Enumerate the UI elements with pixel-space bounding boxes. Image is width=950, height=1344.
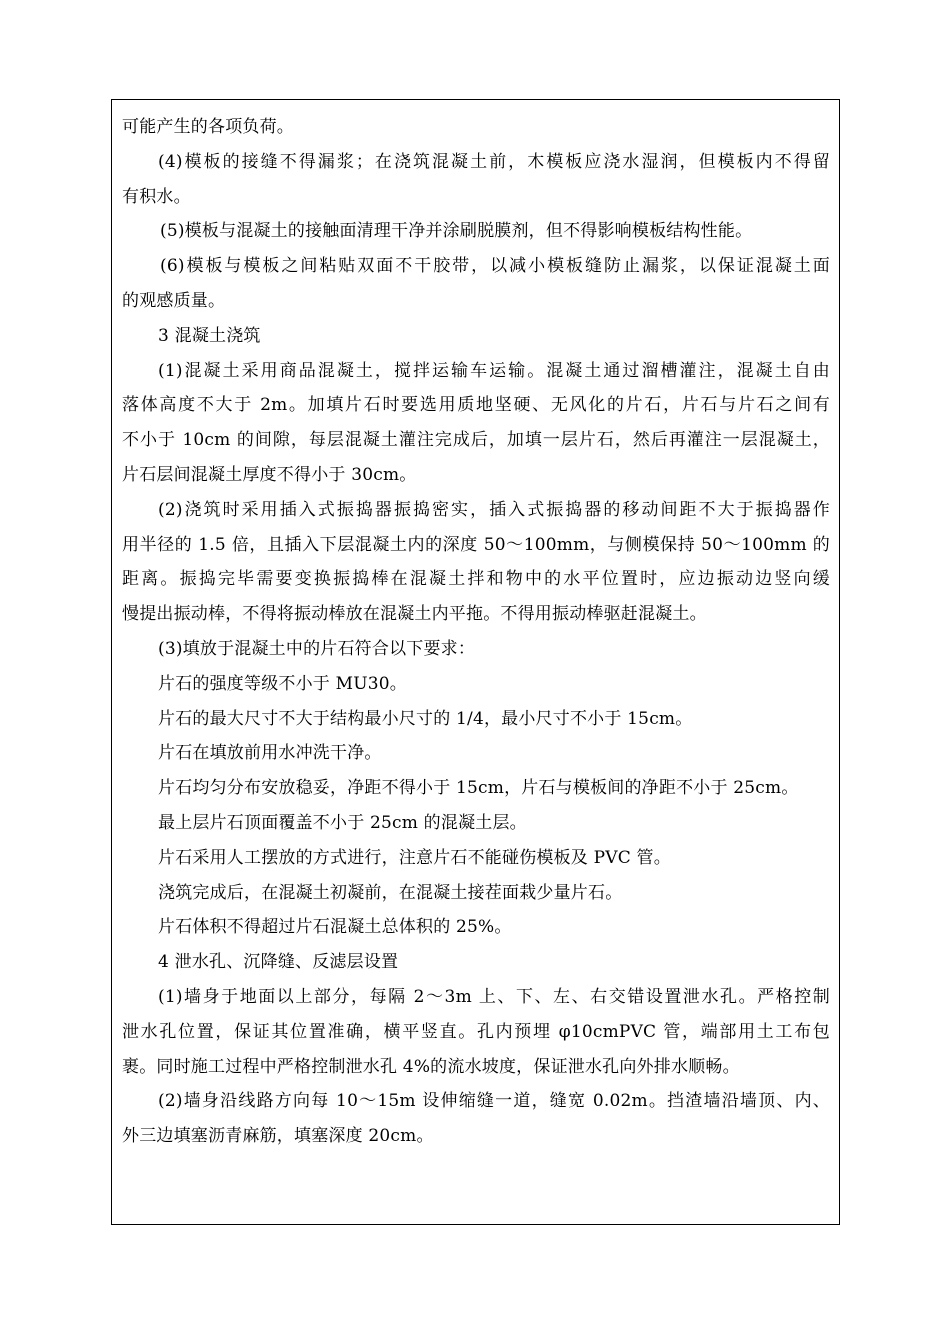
paragraph-line: (2)墙身沿线路方向每 10～15m 设伸缩缝一道，缝宽 0.02m。挡渣墙沿墙顶、内、 (158, 1091, 830, 1112)
paragraph-line: 外三边填塞沥青麻筋，填塞深度 20cm。 (122, 1126, 434, 1147)
paragraph-line: 距离。振捣完毕需要变换振捣棒在混凝土拌和物中的水平位置时，应边振动边竖向缓 (122, 569, 830, 590)
paragraph-line: (6)模板与模板之间粘贴双面不干胶带，以减小模板缝防止漏浆，以保证混凝土面 (160, 256, 830, 277)
paragraph-line: 裹。同时施工过程中严格控制泄水孔 4%的流水坡度，保证泄水孔向外排水顺畅。 (122, 1056, 740, 1077)
paragraph-line: 片石层间混凝土厚度不得小于 30cm。 (122, 464, 417, 485)
list-item: 最上层片石顶面覆盖不小于 25cm 的混凝土层。 (158, 812, 527, 833)
section-heading: 4 泄水孔、沉降缝、反滤层设置 (158, 952, 399, 973)
list-item: 片石的最大尺寸不大于结构最小尺寸的 1/4，最小尺寸不小于 15cm。 (158, 708, 693, 729)
paragraph-line: 不小于 10cm 的间隙，每层混凝土灌注完成后，加填一层片石，然后再灌注一层混凝土， (122, 430, 830, 451)
paragraph-line: 泄水孔位置，保证其位置准确，横平竖直。孔内预埋 φ10cmPVC 管，端部用土工布包 (122, 1021, 830, 1042)
list-item: 片石体积不得超过片石混凝土总体积的 25%。 (158, 917, 512, 938)
paragraph-line: (2)浇筑时采用插入式振捣器振捣密实，插入式振捣器的移动间距不大于振捣器作 (158, 499, 830, 520)
list-item: 片石采用人工摆放的方式进行，注意片石不能碰伤模板及 PVC 管。 (158, 847, 671, 868)
paragraph-line: (3)填放于混凝土中的片石符合以下要求： (158, 638, 476, 659)
list-item: 片石均匀分布安放稳妥，净距不得小于 15cm，片石与模板间的净距不小于 25cm。 (158, 778, 799, 799)
paragraph-line: (1)墙身于地面以上部分，每隔 2～3m 上、下、左、右交错设置泄水孔。严格控制 (158, 986, 830, 1007)
paragraph-line: 有积水。 (122, 186, 191, 207)
paragraph-line: 用半径的 1.5 倍，且插入下层混凝土内的深度 50～100mm，与侧模保持 50～100mm 的 (122, 534, 830, 555)
list-item: 片石在填放前用水冲洗干净。 (158, 743, 382, 764)
paragraph-line: (1)混凝土采用商品混凝土，搅拌运输车运输。混凝土通过溜槽灌注，混凝土自由 (158, 360, 830, 381)
content-frame (111, 99, 840, 1225)
paragraph-line: 落体高度不大于 2m。加填片石时要选用质地坚硬、无风化的片石，片石与片石之间有 (122, 395, 830, 416)
paragraph-line: 的观感质量。 (122, 290, 226, 311)
list-item: 浇筑完成后，在混凝土初凝前，在混凝土接茬面栽少量片石。 (158, 882, 623, 903)
list-item: 片石的强度等级不小于 MU30。 (158, 673, 407, 694)
paragraph-line: 慢提出振动棒，不得将振动棒放在混凝土内平拖。不得用振动棒驱赶混凝土。 (122, 604, 707, 625)
section-heading: 3 混凝土浇筑 (158, 325, 261, 346)
document-body (122, 110, 830, 1154)
paragraph-line: (4)模板的接缝不得漏浆；在浇筑混凝土前，木模板应浇水湿润，但模板内不得留 (158, 151, 830, 172)
paragraph-line: (5)模板与混凝土的接触面清理干净并涂刷脱膜剂，但不得影响模板结构性能。 (160, 221, 753, 242)
paragraph-line: 可能产生的各项负荷。 (122, 117, 294, 137)
